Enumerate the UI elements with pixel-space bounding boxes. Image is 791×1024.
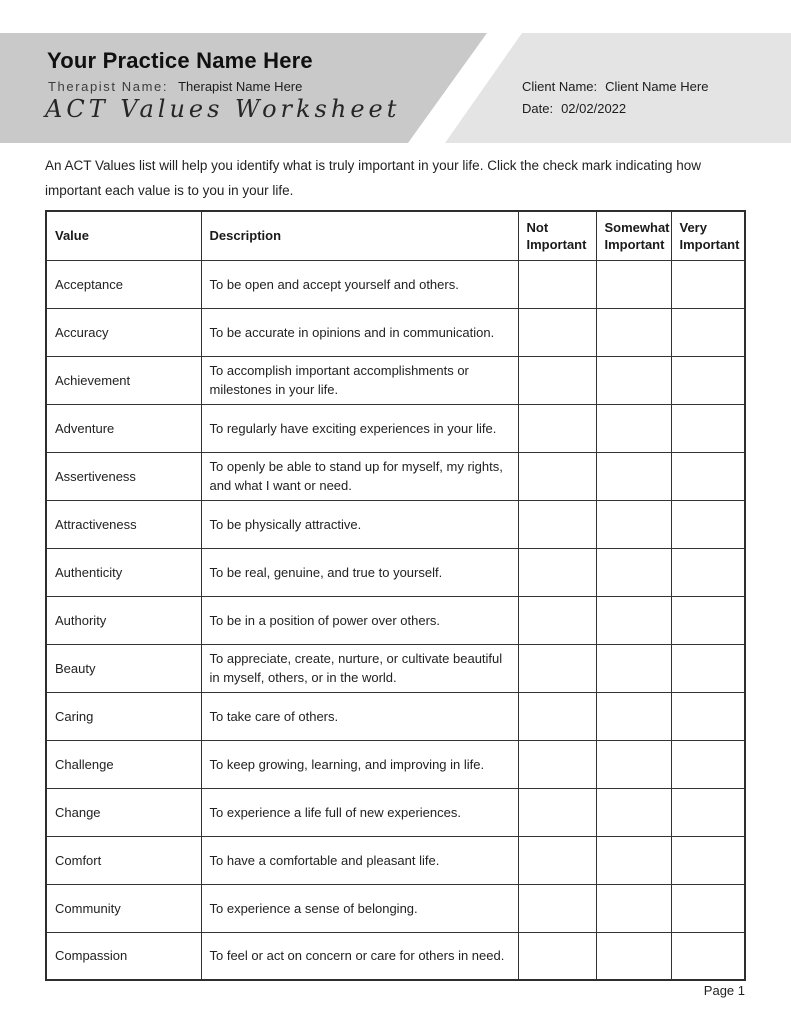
value-cell: Acceptance (46, 260, 201, 308)
very-important-check-cell[interactable] (671, 452, 745, 500)
somewhat-important-check-cell[interactable] (596, 884, 671, 932)
somewhat-important-check-cell[interactable] (596, 260, 671, 308)
somewhat-important-check-cell[interactable] (596, 500, 671, 548)
value-cell: Adventure (46, 404, 201, 452)
very-important-check-cell[interactable] (671, 548, 745, 596)
somewhat-important-check-cell[interactable] (596, 308, 671, 356)
description-cell: To keep growing, learning, and improving in life. (201, 740, 518, 788)
value-cell: Caring (46, 692, 201, 740)
somewhat-important-check-cell[interactable] (596, 596, 671, 644)
very-important-check-cell[interactable] (671, 356, 745, 404)
value-cell: Attractiveness (46, 500, 201, 548)
table-row (46, 788, 745, 836)
very-important-check-cell[interactable] (671, 644, 745, 692)
not-important-check-cell[interactable] (518, 404, 596, 452)
description-cell: To openly be able to stand up for myself, my rights, and what I want or need. (201, 452, 518, 500)
intro-text: An ACT Values list will help you identify what is truly important in your life. Click the check mark indicating how important each value is to you in your life. (45, 158, 702, 198)
somewhat-important-check-cell[interactable] (596, 356, 671, 404)
value-cell: Community (46, 884, 201, 932)
worksheet-title: ACT Values Worksheet (45, 95, 401, 123)
very-important-check-cell[interactable] (671, 788, 745, 836)
header-very-important: Very Important (671, 211, 745, 260)
table-row (46, 644, 745, 692)
client-name-label: Client Name: (522, 79, 598, 94)
not-important-check-cell[interactable] (518, 596, 596, 644)
client-name-value: Client Name Here (605, 79, 709, 94)
very-important-check-cell[interactable] (671, 260, 745, 308)
table-header-row (46, 211, 745, 260)
somewhat-important-check-cell[interactable] (596, 932, 671, 980)
header-value: Value (46, 211, 201, 260)
not-important-check-cell[interactable] (518, 836, 596, 884)
very-important-check-cell[interactable] (671, 692, 745, 740)
date-label: Date: (522, 101, 554, 116)
therapist-name-value: Therapist Name Here (178, 79, 303, 94)
value-cell: Compassion (46, 932, 201, 980)
description-cell: To be real, genuine, and true to yourself. (201, 548, 518, 596)
description-cell: To be physically attractive. (201, 500, 518, 548)
value-cell: Achievement (46, 356, 201, 404)
not-important-check-cell[interactable] (518, 788, 596, 836)
description-cell: To be open and accept yourself and others. (201, 260, 518, 308)
very-important-check-cell[interactable] (671, 596, 745, 644)
not-important-check-cell[interactable] (518, 548, 596, 596)
description-cell: To regularly have exciting experiences in your life. (201, 404, 518, 452)
table-row (46, 452, 745, 500)
value-cell: Authority (46, 596, 201, 644)
value-cell: Accuracy (46, 308, 201, 356)
description-cell: To appreciate, create, nurture, or cultivate beautiful in myself, others, or in the world. (201, 644, 518, 692)
description-cell: To experience a sense of belonging. (201, 884, 518, 932)
very-important-check-cell[interactable] (671, 932, 745, 980)
very-important-check-cell[interactable] (671, 884, 745, 932)
table-row (46, 548, 745, 596)
header-not-important: Not Important (518, 211, 596, 260)
not-important-check-cell[interactable] (518, 740, 596, 788)
not-important-check-cell[interactable] (518, 308, 596, 356)
not-important-check-cell[interactable] (518, 452, 596, 500)
not-important-check-cell[interactable] (518, 644, 596, 692)
somewhat-important-check-cell[interactable] (596, 404, 671, 452)
practice-name: Your Practice Name Here (47, 48, 313, 73)
header-description: Description (201, 211, 518, 260)
description-cell: To take care of others. (201, 692, 518, 740)
very-important-check-cell[interactable] (671, 740, 745, 788)
description-cell: To accomplish important accomplishments or milestones in your life. (201, 356, 518, 404)
header-somewhat-important: Somewhat Important (596, 211, 671, 260)
table-row (46, 260, 745, 308)
table-row (46, 500, 745, 548)
somewhat-important-check-cell[interactable] (596, 548, 671, 596)
somewhat-important-check-cell[interactable] (596, 788, 671, 836)
table-row (46, 308, 745, 356)
date-line (522, 101, 626, 116)
not-important-check-cell[interactable] (518, 932, 596, 980)
description-cell: To have a comfortable and pleasant life. (201, 836, 518, 884)
value-cell: Comfort (46, 836, 201, 884)
description-cell: To be accurate in opinions and in communication. (201, 308, 518, 356)
client-name-line (522, 79, 708, 94)
table-row (46, 932, 745, 980)
page-number: Page 1 (703, 983, 745, 998)
therapist-line (48, 79, 302, 94)
very-important-check-cell[interactable] (671, 836, 745, 884)
not-important-check-cell[interactable] (518, 260, 596, 308)
very-important-check-cell[interactable] (671, 308, 745, 356)
description-cell: To be in a position of power over others. (201, 596, 518, 644)
description-cell: To feel or act on concern or care for others in need. (201, 932, 518, 980)
therapist-name-label: Therapist Name: (48, 79, 169, 94)
value-cell: Challenge (46, 740, 201, 788)
values-table-body (46, 260, 745, 980)
table-row (46, 692, 745, 740)
somewhat-important-check-cell[interactable] (596, 836, 671, 884)
somewhat-important-check-cell[interactable] (596, 452, 671, 500)
not-important-check-cell[interactable] (518, 356, 596, 404)
date-value: 02/02/2022 (561, 101, 627, 116)
table-row (46, 884, 745, 932)
table-row (46, 836, 745, 884)
table-row (46, 596, 745, 644)
value-cell: Change (46, 788, 201, 836)
very-important-check-cell[interactable] (671, 404, 745, 452)
values-table (45, 210, 746, 981)
somewhat-important-check-cell[interactable] (596, 740, 671, 788)
somewhat-important-check-cell[interactable] (596, 692, 671, 740)
value-cell: Assertiveness (46, 452, 201, 500)
not-important-check-cell[interactable] (518, 884, 596, 932)
value-cell: Authenticity (46, 548, 201, 596)
table-row (46, 740, 745, 788)
not-important-check-cell[interactable] (518, 500, 596, 548)
table-row (46, 404, 745, 452)
table-row (46, 356, 745, 404)
value-cell: Beauty (46, 644, 201, 692)
very-important-check-cell[interactable] (671, 500, 745, 548)
somewhat-important-check-cell[interactable] (596, 644, 671, 692)
header-banner (0, 33, 791, 143)
description-cell: To experience a life full of new experiences. (201, 788, 518, 836)
not-important-check-cell[interactable] (518, 692, 596, 740)
